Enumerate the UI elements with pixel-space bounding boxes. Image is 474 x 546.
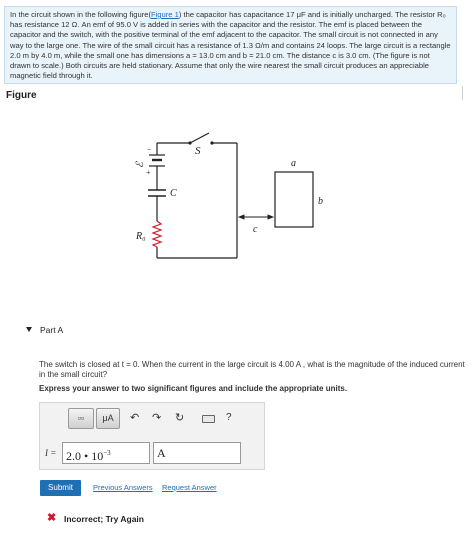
divider [462, 86, 463, 100]
units-button[interactable]: μA [96, 408, 120, 429]
emf-minus-label: − [147, 145, 152, 154]
collapse-caret-icon[interactable] [26, 327, 32, 332]
resistor-label: R₀ [136, 231, 146, 242]
dimension-a-label: a [291, 158, 296, 169]
answer-value: 2.0 • 10 [66, 449, 104, 463]
answer-variable-label: I = [45, 448, 57, 458]
help-icon[interactable]: ? [226, 412, 232, 423]
problem-statement [4, 6, 457, 84]
reset-icon[interactable]: ↻ [175, 412, 185, 424]
capacitor-symbol [148, 190, 166, 196]
question-text: The switch is closed at t = 0. When the current in the large circuit is 4.00 A , what is the magnitude of the induced current in the small circuit? [39, 360, 465, 379]
switch-label: S [195, 145, 201, 157]
figure-link[interactable]: Figure 1 [150, 10, 179, 19]
small-loop [275, 172, 313, 227]
figure-heading: Figure [6, 90, 37, 101]
incorrect-icon: ✖ [47, 512, 57, 524]
problem-text-start: In the circuit shown in the following figure( [10, 10, 151, 19]
previous-answers-link[interactable]: Previous Answers [93, 483, 153, 492]
distance-arrow [239, 215, 273, 219]
emf-label: ℰ [135, 161, 146, 168]
submit-button[interactable]: Submit [40, 480, 81, 496]
feedback-text: Incorrect; Try Again [64, 514, 144, 524]
capacitor-label: C [170, 188, 177, 199]
switch-symbol [188, 133, 213, 145]
answer-exponent: −3 [103, 449, 111, 457]
template-button[interactable]: ▫▫ [68, 408, 94, 429]
answer-value-input[interactable] [62, 442, 150, 464]
dimension-b-label: b [318, 196, 323, 207]
part-a-heading[interactable]: Part A [40, 325, 64, 335]
large-circuit-wires [157, 143, 237, 258]
distance-label: c [253, 224, 258, 235]
emf-battery [149, 155, 165, 166]
redo-icon[interactable]: ↷ [152, 412, 162, 424]
problem-text [10, 10, 451, 81]
answer-unit-input[interactable]: A [153, 442, 241, 464]
request-answer-link[interactable]: Request Answer [162, 483, 217, 492]
resistor-symbol [153, 221, 161, 247]
keyboard-icon[interactable] [202, 415, 215, 423]
problem-text-rest: ) the capacitor has capacitance 17 μF and is initially uncharged. The resistor R₀ has resistance 12 Ω. An emf of 95.0 V is added in series with the capacitor and the resistor. The emf is placed between the capacitor and the switch, with the positive terminal of the emf adjacent to the capacitor. The small circuit is not connected in any way to the large one. The wire of the small circuit has a resistance of 1.3 Ω/m and contains 24 loops. The large circuit is a rectangle 2.0 m by 4.0 m, while the small one has dimensions a = 13.0 cm and b = 21.0 cm. The distance c is 3.0 cm. (The figure is not drawn to scale.) Both circuits are held stationary. Assume that only the wire nearest the small circuit produces an appreciable magnetic field through it. [10, 10, 451, 81]
emf-plus-label: + [146, 168, 151, 177]
instruction-text: Express your answer to two significant figures and include the appropriate units. [39, 384, 348, 393]
undo-icon[interactable]: ↶ [130, 412, 140, 424]
